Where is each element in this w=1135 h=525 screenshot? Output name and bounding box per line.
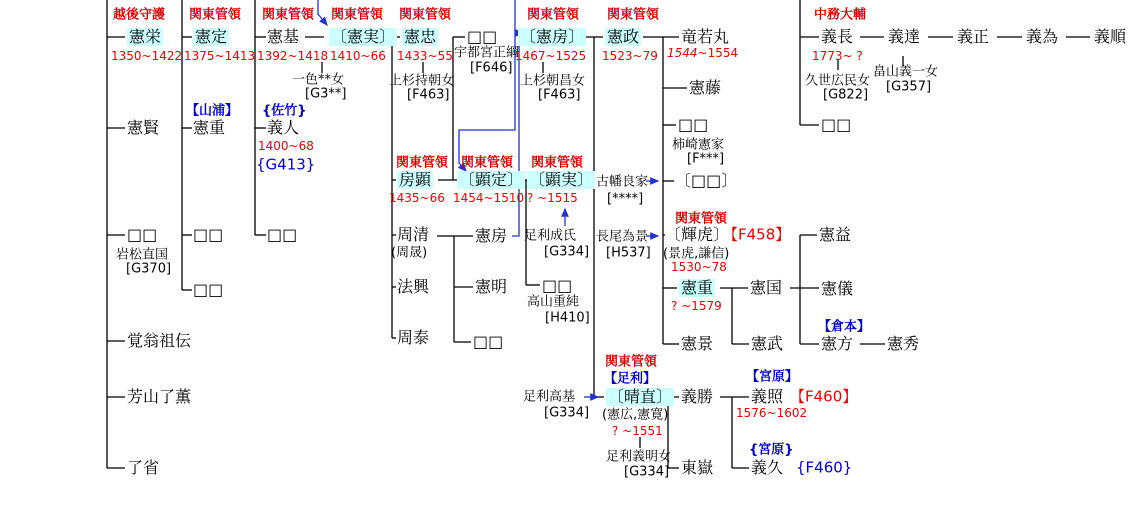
lifespan-label: 1433~55 — [397, 49, 453, 63]
person-name: 憲忠 — [404, 27, 437, 46]
office-title-label: 中務大輔 — [814, 7, 867, 23]
lifespan-label: 1350~1422 — [111, 49, 183, 63]
family-branch-ref: 【宮原】 — [746, 369, 799, 385]
lifespan-label: 1523~79 — [602, 49, 658, 63]
person-name: 義人 — [267, 118, 300, 137]
family-branch-ref: {F460} — [796, 458, 853, 477]
relative-annotation: [G822] — [823, 87, 869, 103]
person-name: 〔憲実〕 — [331, 27, 396, 46]
person-name: 義正 — [957, 27, 990, 46]
lifespan-label: ? ~1515 — [527, 191, 578, 205]
person-name: 〔輝虎〕 — [665, 225, 730, 244]
relative-annotation: [F646] — [470, 60, 513, 76]
person-name: □□ — [127, 225, 158, 244]
person-name: □□ — [542, 276, 573, 295]
volume-ref: 【F460】 — [790, 387, 858, 406]
lifespan-label: 1375~1413 — [184, 49, 256, 63]
lifespan-label: 1467~1525 — [515, 49, 587, 63]
relative-annotation: [F463] — [407, 87, 450, 103]
relative-annotation: 久世広民女 — [805, 73, 871, 89]
person-name: 憲房 — [475, 226, 508, 245]
person-name: 憲国 — [750, 278, 783, 297]
relative-annotation: [****] — [607, 191, 644, 207]
relative-annotation: 足利高基 — [523, 389, 576, 405]
person-name: 〔顕定〕 — [459, 170, 524, 189]
lifespan-label: 1773~ ? — [812, 49, 863, 63]
person-name: □□ — [473, 332, 504, 351]
office-title-label: 関東管領 — [527, 7, 580, 23]
relative-annotation: (周晟) — [391, 245, 428, 261]
lifespan-part: 1544~ — [667, 46, 708, 60]
relative-annotation: 上杉持朝女 — [389, 73, 455, 89]
lifespan-label — [667, 47, 738, 59]
relative-annotation: 一色**女 — [292, 72, 345, 88]
person-name: 義久 — [751, 458, 784, 477]
person-name: □□ — [193, 225, 224, 244]
office-title-label: 越後守護 — [113, 7, 166, 23]
person-name: 義為 — [1026, 27, 1059, 46]
relative-annotation: [G334] — [544, 405, 590, 421]
person-name: 憲景 — [681, 334, 714, 353]
relative-annotation: 足利成氏 — [524, 228, 577, 244]
volume-ref: 【F458】 — [723, 225, 791, 244]
lifespan-label: 1392~1418 — [257, 49, 329, 63]
relative-annotation: (憲広,憲寛) — [602, 407, 669, 423]
person-name: 憲益 — [819, 225, 852, 244]
family-branch-ref: {宮原} — [749, 442, 794, 458]
person-name: 〔□□〕 — [675, 171, 738, 190]
relative-annotation: [H537] — [606, 245, 651, 261]
person-name: 房顕 — [399, 170, 432, 189]
person-name: 義照 — [751, 387, 784, 406]
person-name: 憲明 — [475, 277, 508, 296]
family-branch-ref: 【倉本】 — [818, 319, 871, 335]
person-name: 〔晴直〕 — [608, 387, 673, 406]
adoption-arrow — [512, 33, 523, 236]
person-name: 憲栄 — [129, 27, 162, 46]
relative-annotation: 足利義明女 — [606, 449, 672, 465]
lifespan-label: ? ~1579 — [671, 299, 722, 313]
family-branch-ref: 【足利】 — [604, 371, 657, 387]
office-title-label: 関東管領 — [262, 7, 315, 23]
lifespan-part: 1554 — [707, 46, 739, 60]
person-name: 覚翁祖伝 — [127, 331, 192, 350]
office-title-label: 関東管領 — [675, 211, 728, 227]
relative-annotation: 上杉朝昌女 — [520, 73, 586, 89]
person-name: 義順 — [1094, 27, 1127, 46]
person-name: 竜若丸 — [681, 27, 730, 46]
relative-annotation: [F***] — [687, 151, 725, 167]
person-name: □□ — [467, 27, 498, 46]
office-title-label: 関東管領 — [605, 354, 658, 370]
office-title-label: 関東管領 — [461, 155, 514, 171]
person-name: 法興 — [397, 277, 430, 296]
relative-annotation: 古幡良家 — [596, 174, 649, 190]
person-name: 憲定 — [195, 27, 228, 46]
relative-annotation: 高山重純 — [527, 294, 580, 310]
office-title-label: 関東管領 — [396, 155, 449, 171]
person-name: 周清 — [397, 225, 430, 244]
family-branch-ref: {G413} — [256, 155, 316, 174]
relative-annotation: [G370] — [126, 261, 172, 277]
lifespan-label: 1530~78 — [671, 260, 727, 274]
office-title-label: 関東管領 — [331, 7, 384, 23]
relative-annotation: (景虎,謙信) — [663, 246, 730, 262]
person-name: □□ — [821, 115, 852, 134]
person-name: 憲重 — [193, 118, 226, 137]
relative-annotation: [F463] — [538, 87, 581, 103]
person-name: 東嶽 — [681, 458, 714, 477]
relative-annotation: [G3**] — [305, 86, 347, 102]
person-name: □□ — [267, 225, 298, 244]
person-name: 憲基 — [267, 27, 300, 46]
person-name: 義勝 — [681, 387, 714, 406]
person-name: 憲方 — [821, 334, 854, 353]
lifespan-label: ? ~1551 — [612, 424, 663, 438]
relative-annotation: [G334] — [544, 244, 590, 260]
relative-annotation: 岩松直国 — [116, 247, 169, 263]
family-branch-ref: {佐竹} — [262, 103, 307, 119]
lifespan-label: 1576~1602 — [736, 406, 808, 420]
office-title-label: 関東管領 — [189, 7, 242, 23]
relative-annotation: [H410] — [545, 310, 590, 326]
person-name: 憲秀 — [887, 334, 920, 353]
lifespan-label: 1400~68 — [258, 139, 314, 153]
relative-annotation: 長尾為景 — [596, 229, 649, 245]
relative-annotation: [G357] — [886, 79, 932, 95]
relative-annotation: 柿崎憲家 — [672, 137, 725, 153]
person-name: □□ — [193, 280, 224, 299]
lifespan-label: 1454~1510 — [453, 191, 525, 205]
person-name: 了省 — [127, 458, 160, 477]
office-title-label: 関東管領 — [607, 7, 660, 23]
person-name: □□ — [678, 115, 709, 134]
person-name: 憲儀 — [821, 279, 854, 298]
family-branch-ref: 【山浦】 — [186, 103, 239, 119]
lifespan-label: 1410~66 — [330, 49, 386, 63]
office-title-label: 関東管領 — [399, 7, 452, 23]
person-name: 憲賢 — [127, 118, 160, 137]
relative-annotation: 宇都宮正綱 — [454, 45, 520, 61]
person-name: 憲重 — [681, 278, 714, 297]
adoption-arrow — [459, 0, 515, 171]
person-name: 憲藤 — [689, 78, 722, 97]
person-name: 芳山了薫 — [127, 387, 192, 406]
person-name: 周泰 — [397, 328, 430, 347]
relative-annotation: [G334] — [624, 464, 670, 480]
person-name: 義達 — [888, 27, 921, 46]
relative-annotation: 畠山義一女 — [873, 64, 939, 80]
office-title-label: 関東管領 — [531, 155, 584, 171]
person-name: 〔顕実〕 — [529, 170, 594, 189]
lifespan-label: 1435~66 — [389, 191, 445, 205]
person-name: 憲武 — [751, 334, 784, 353]
person-name: 〔憲房〕 — [520, 27, 585, 46]
person-name: 憲政 — [607, 27, 640, 46]
adoption-arrow — [318, 0, 327, 25]
person-name: 義長 — [821, 27, 854, 46]
